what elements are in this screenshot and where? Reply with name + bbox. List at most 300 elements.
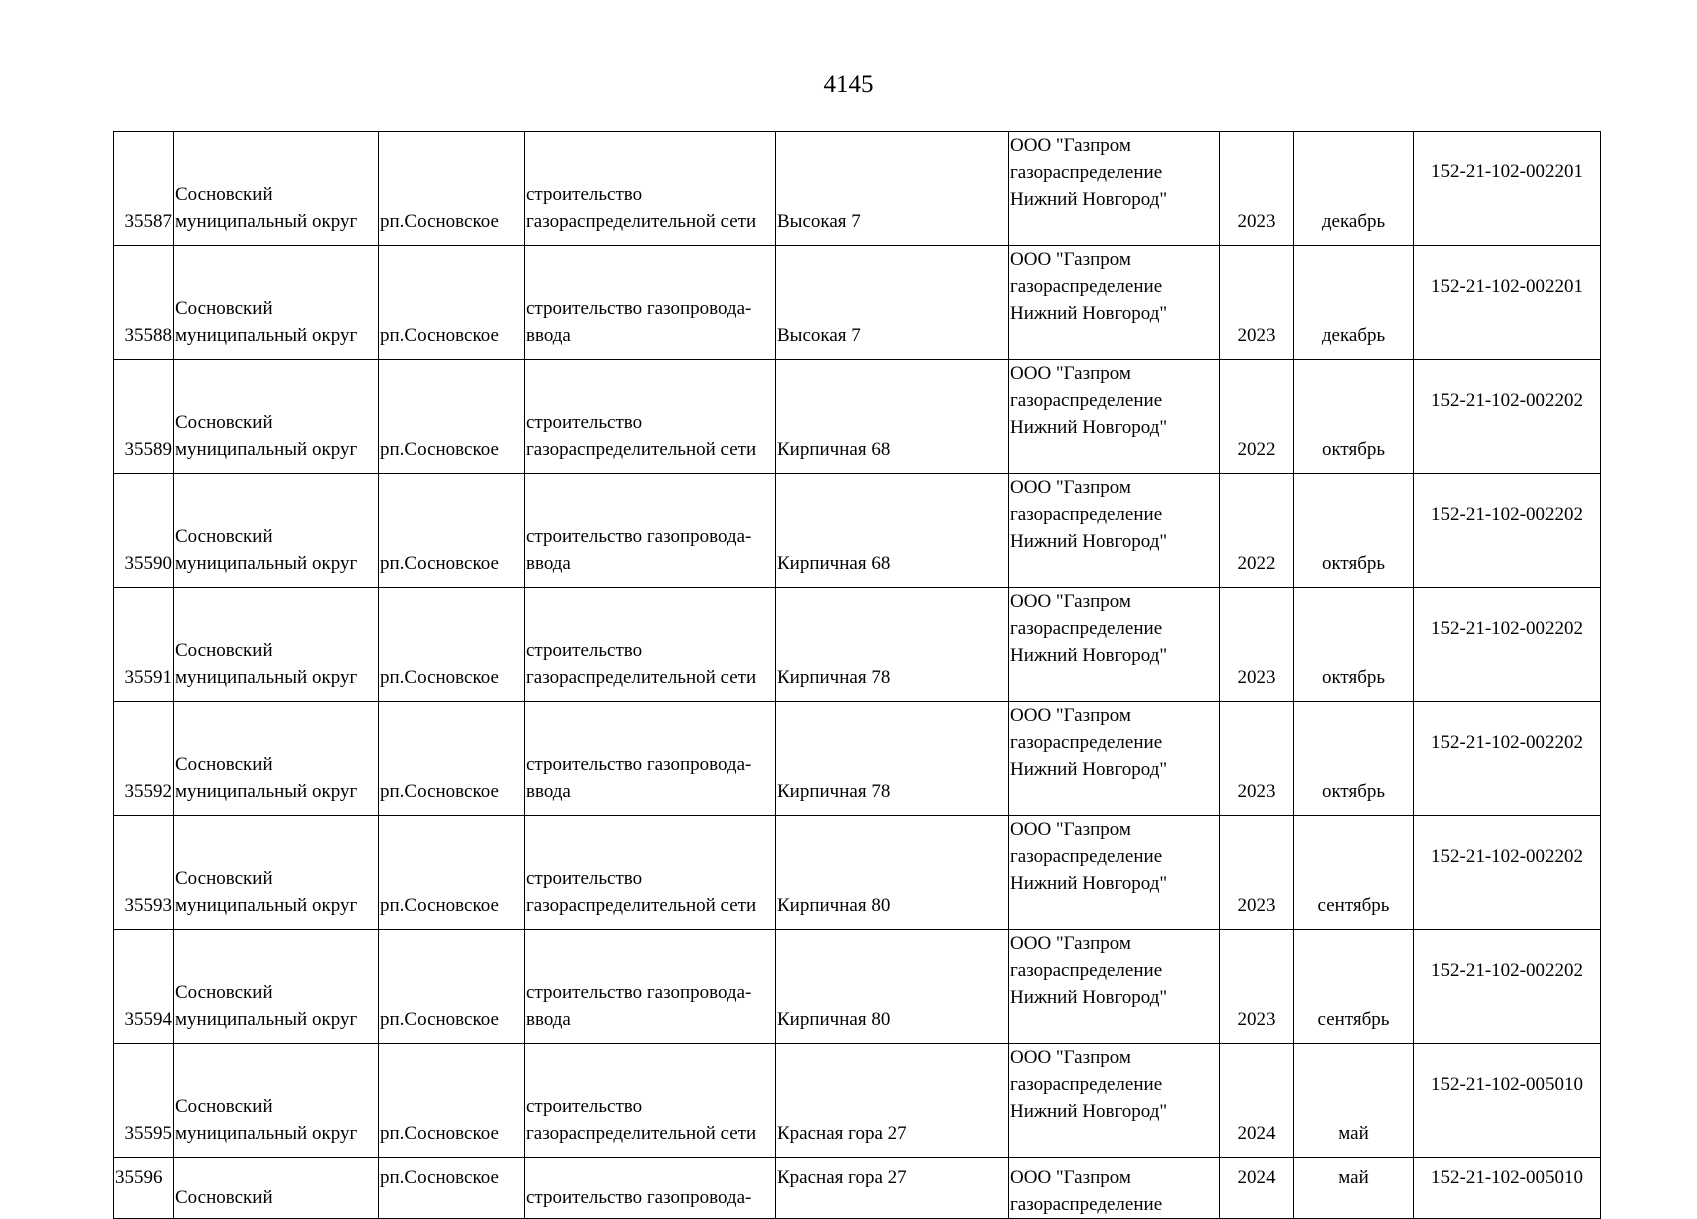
month-cell-line: май	[1338, 1167, 1369, 1188]
municipality-cell	[174, 246, 379, 360]
municipality-cell-line: Сосновский	[175, 412, 273, 433]
row-number-cell-text	[115, 892, 172, 919]
settlement-cell-text	[380, 664, 523, 701]
municipality-cell-line: муниципальный округ	[175, 553, 358, 574]
work-type-cell-line: строительство газопровода-	[526, 982, 752, 1003]
month-cell-line: сентябрь	[1317, 1009, 1390, 1030]
work-type-cell	[525, 246, 776, 360]
settlement-cell-text	[380, 436, 523, 473]
organization-cell-line: ООО "Газпром	[1010, 135, 1131, 156]
organization-cell-line: Нижний Новгород"	[1010, 987, 1168, 1008]
work-type-cell-line: ввода	[526, 1009, 571, 1030]
month-cell-text	[1295, 436, 1412, 473]
work-type-cell-text	[526, 979, 774, 1043]
year-cell	[1220, 360, 1294, 474]
registry-code-cell-line: 152-21-102-002202	[1431, 504, 1583, 525]
row-number-cell-line: 35587	[124, 211, 172, 232]
work-type-cell-line: газораспределительной сети	[526, 211, 757, 232]
settlement-cell	[379, 816, 525, 930]
work-type-cell-line: газораспределительной сети	[526, 895, 757, 916]
municipality-cell-line: Сосновский	[175, 982, 273, 1003]
settlement-cell	[379, 246, 525, 360]
registry-code-cell-line: 152-21-102-002201	[1431, 276, 1583, 297]
municipality-cell-line: муниципальный округ	[175, 667, 358, 688]
address-cell-line: Кирпичная 68	[777, 439, 891, 460]
row-number-cell-text	[115, 1158, 172, 1191]
organization-cell-line: ООО "Газпром	[1010, 249, 1131, 270]
row-number-cell	[114, 474, 174, 588]
municipality-cell-line: муниципальный округ	[175, 325, 358, 346]
address-cell-line: Кирпичная 80	[777, 1009, 891, 1030]
address-cell-text	[777, 892, 1007, 929]
work-type-cell	[525, 360, 776, 474]
organization-cell-line: ООО "Газпром	[1010, 363, 1131, 384]
work-type-cell	[525, 702, 776, 816]
work-type-cell-line: газораспределительной сети	[526, 1123, 757, 1144]
organization-cell	[1009, 360, 1220, 474]
organization-cell-line: газораспределение	[1010, 618, 1163, 639]
organization-cell-line: Нижний Новгород"	[1010, 189, 1168, 210]
year-cell	[1220, 474, 1294, 588]
year-cell	[1220, 132, 1294, 246]
year-cell	[1220, 702, 1294, 816]
row-number-cell-line: 35592	[124, 781, 172, 802]
year-cell-text	[1221, 208, 1292, 245]
municipality-cell-text	[175, 409, 377, 473]
settlement-cell-text	[380, 322, 523, 359]
year-cell-text	[1221, 664, 1292, 701]
organization-cell-line: Нижний Новгород"	[1010, 1101, 1168, 1122]
municipality-cell-text	[175, 1093, 377, 1157]
municipality-cell	[174, 816, 379, 930]
address-cell	[776, 474, 1009, 588]
settlement-cell-text	[380, 550, 523, 587]
year-cell-line: 2022	[1237, 439, 1276, 460]
registry-code-cell-text	[1415, 474, 1599, 528]
registry-table	[113, 131, 1601, 1219]
organization-cell-text	[1010, 588, 1218, 669]
month-cell	[1294, 474, 1414, 588]
work-type-cell-line: строительство	[526, 640, 643, 661]
year-cell-text	[1221, 322, 1292, 359]
municipality-cell-line: муниципальный округ	[175, 211, 358, 232]
municipality-cell-text	[175, 1158, 377, 1211]
registry-code-cell-line: 152-21-102-005010	[1431, 1167, 1583, 1188]
address-cell	[776, 930, 1009, 1044]
registry-table-body	[114, 132, 1601, 1219]
registry-code-cell-text	[1415, 1158, 1599, 1191]
organization-cell-line: газораспределение	[1010, 390, 1163, 411]
address-cell-line: Высокая 7	[777, 325, 861, 346]
registry-code-cell	[1414, 816, 1601, 930]
address-cell	[776, 816, 1009, 930]
month-cell-line: октябрь	[1321, 553, 1386, 574]
year-cell	[1220, 1158, 1294, 1219]
settlement-cell-text	[380, 208, 523, 245]
municipality-cell	[174, 360, 379, 474]
month-cell	[1294, 702, 1414, 816]
address-cell	[776, 132, 1009, 246]
year-cell-line: 2023	[1237, 667, 1276, 688]
settlement-cell-text	[380, 1158, 523, 1191]
row-number-cell-text	[115, 778, 172, 805]
registry-code-cell-text	[1415, 246, 1599, 300]
row-number-cell	[114, 246, 174, 360]
month-cell	[1294, 1044, 1414, 1158]
work-type-cell	[525, 474, 776, 588]
organization-cell-line: Нижний Новгород"	[1010, 759, 1168, 780]
registry-code-cell	[1414, 246, 1601, 360]
organization-cell-text	[1010, 132, 1218, 213]
address-cell-line: Кирпичная 68	[777, 553, 891, 574]
municipality-cell-text	[175, 295, 377, 359]
month-cell-line: декабрь	[1321, 211, 1386, 232]
row-number-cell-text	[115, 1120, 172, 1147]
row-number-cell	[114, 132, 174, 246]
municipality-cell	[174, 702, 379, 816]
municipality-cell-line: муниципальный округ	[175, 1123, 358, 1144]
work-type-cell	[525, 930, 776, 1044]
year-cell-text	[1221, 1120, 1292, 1157]
month-cell	[1294, 132, 1414, 246]
month-cell-text	[1295, 664, 1412, 701]
organization-cell-line: Нижний Новгород"	[1010, 531, 1168, 552]
municipality-cell-line: Сосновский	[175, 640, 273, 661]
work-type-cell	[525, 1158, 776, 1219]
municipality-cell-text	[175, 979, 377, 1043]
table-row	[114, 474, 1601, 588]
address-cell	[776, 1044, 1009, 1158]
organization-cell-text	[1010, 702, 1218, 783]
year-cell-line: 2023	[1237, 895, 1276, 916]
municipality-cell-line: муниципальный округ	[175, 895, 358, 916]
municipality-cell-text	[175, 181, 377, 245]
organization-cell-line: Нижний Новгород"	[1010, 645, 1168, 666]
address-cell-text	[777, 1006, 1007, 1043]
table-row	[114, 1158, 1601, 1219]
year-cell-line: 2024	[1237, 1167, 1276, 1188]
registry-code-cell-line: 152-21-102-002202	[1431, 846, 1583, 867]
settlement-cell	[379, 1044, 525, 1158]
work-type-cell-line: газораспределительной сети	[526, 667, 757, 688]
address-cell-text	[777, 322, 1007, 359]
work-type-cell-line: строительство газопровода-	[526, 298, 752, 319]
address-cell-line: Кирпичная 80	[777, 895, 891, 916]
organization-cell	[1009, 474, 1220, 588]
organization-cell-line: газораспределение	[1010, 1194, 1163, 1215]
table-row	[114, 930, 1601, 1044]
year-cell-line: 2023	[1237, 1009, 1276, 1030]
row-number-cell-line: 35595	[124, 1123, 172, 1144]
registry-code-cell-line: 152-21-102-002201	[1431, 161, 1583, 182]
month-cell-line: сентябрь	[1317, 895, 1390, 916]
row-number-cell-line: 35589	[124, 439, 172, 460]
organization-cell-line: ООО "Газпром	[1010, 1047, 1131, 1068]
registry-code-cell	[1414, 1158, 1601, 1219]
municipality-cell-line: Сосновский	[175, 754, 273, 775]
work-type-cell-text	[526, 751, 774, 815]
settlement-cell-line: рп.Сосновское	[380, 325, 499, 346]
registry-code-cell-line: 152-21-102-002202	[1431, 618, 1583, 639]
address-cell-text	[777, 436, 1007, 473]
organization-cell-line: газораспределение	[1010, 276, 1163, 297]
address-cell-line: Высокая 7	[777, 211, 861, 232]
work-type-cell-text	[526, 409, 774, 473]
municipality-cell	[174, 132, 379, 246]
registry-code-cell	[1414, 474, 1601, 588]
address-cell-text	[777, 1158, 1007, 1191]
row-number-cell-text	[115, 1006, 172, 1033]
row-number-cell	[114, 702, 174, 816]
month-cell-text	[1295, 1120, 1412, 1157]
registry-code-cell-text	[1415, 132, 1599, 185]
municipality-cell-text	[175, 865, 377, 929]
organization-cell-line: ООО "Газпром	[1010, 1167, 1131, 1188]
work-type-cell-line: газораспределительной сети	[526, 439, 757, 460]
table-row	[114, 702, 1601, 816]
year-cell-line: 2022	[1237, 553, 1276, 574]
registry-code-cell-text	[1415, 702, 1599, 756]
settlement-cell-line: рп.Сосновское	[380, 895, 499, 916]
organization-cell-line: ООО "Газпром	[1010, 477, 1131, 498]
address-cell-line: Красная гора 27	[777, 1167, 907, 1188]
municipality-cell-line: Сосновский	[175, 298, 273, 319]
municipality-cell	[174, 474, 379, 588]
year-cell-line: 2023	[1237, 325, 1276, 346]
organization-cell-text	[1010, 1044, 1218, 1125]
address-cell-line: Красная гора 27	[777, 1123, 907, 1144]
address-cell-text	[777, 778, 1007, 815]
month-cell-text	[1295, 550, 1412, 587]
year-cell-text	[1221, 778, 1292, 815]
registry-code-cell-line: 152-21-102-002202	[1431, 732, 1583, 753]
month-cell-text	[1295, 208, 1412, 245]
municipality-cell-line: Сосновский	[175, 868, 273, 889]
settlement-cell	[379, 360, 525, 474]
row-number-cell	[114, 1158, 174, 1219]
address-cell	[776, 360, 1009, 474]
work-type-cell-text	[526, 181, 774, 245]
municipality-cell-text	[175, 637, 377, 701]
address-cell-text	[777, 550, 1007, 587]
organization-cell-line: ООО "Газпром	[1010, 819, 1131, 840]
organization-cell	[1009, 1044, 1220, 1158]
month-cell-line: декабрь	[1321, 325, 1386, 346]
settlement-cell-line: рп.Сосновское	[380, 667, 499, 688]
settlement-cell	[379, 1158, 525, 1219]
organization-cell-line: газораспределение	[1010, 846, 1163, 867]
month-cell-line: октябрь	[1321, 439, 1386, 460]
month-cell	[1294, 588, 1414, 702]
month-cell	[1294, 816, 1414, 930]
organization-cell-line: Нижний Новгород"	[1010, 303, 1168, 324]
registry-code-cell-line: 152-21-102-002202	[1431, 960, 1583, 981]
organization-cell	[1009, 930, 1220, 1044]
organization-cell-line: Нижний Новгород"	[1010, 873, 1168, 894]
month-cell-line: май	[1338, 1123, 1369, 1144]
registry-code-cell-text	[1415, 930, 1599, 984]
year-cell-text	[1221, 892, 1292, 929]
organization-cell-line: газораспределение	[1010, 162, 1163, 183]
organization-cell	[1009, 1158, 1220, 1219]
month-cell-text	[1295, 322, 1412, 359]
row-number-cell-text	[115, 550, 172, 577]
settlement-cell-line: рп.Сосновское	[380, 211, 499, 232]
municipality-cell-line: муниципальный округ	[175, 1009, 358, 1030]
settlement-cell-line: рп.Сосновское	[380, 553, 499, 574]
work-type-cell-line: строительство	[526, 184, 643, 205]
settlement-cell	[379, 132, 525, 246]
month-cell	[1294, 246, 1414, 360]
table-row	[114, 360, 1601, 474]
table-row	[114, 588, 1601, 702]
organization-cell-text	[1010, 474, 1218, 555]
row-number-cell-line: 35591	[124, 667, 172, 688]
work-type-cell-text	[526, 1158, 774, 1211]
organization-cell	[1009, 588, 1220, 702]
registry-code-cell-text	[1415, 588, 1599, 642]
row-number-cell	[114, 816, 174, 930]
year-cell-line: 2024	[1237, 1123, 1276, 1144]
year-cell	[1220, 246, 1294, 360]
registry-code-cell	[1414, 360, 1601, 474]
work-type-cell-line: строительство	[526, 412, 643, 433]
year-cell	[1220, 1044, 1294, 1158]
organization-cell	[1009, 246, 1220, 360]
address-cell-line: Кирпичная 78	[777, 781, 891, 802]
month-cell	[1294, 930, 1414, 1044]
work-type-cell-line: ввода	[526, 781, 571, 802]
address-cell	[776, 246, 1009, 360]
month-cell-text	[1295, 778, 1412, 815]
organization-cell-text	[1010, 360, 1218, 441]
organization-cell-line: газораспределение	[1010, 1074, 1163, 1095]
organization-cell-text	[1010, 246, 1218, 327]
month-cell	[1294, 1158, 1414, 1219]
address-cell-text	[777, 1120, 1007, 1157]
address-cell-text	[777, 664, 1007, 701]
table-row	[114, 1044, 1601, 1158]
registry-code-cell	[1414, 588, 1601, 702]
row-number-cell-line: 35596	[115, 1167, 163, 1188]
year-cell	[1220, 816, 1294, 930]
organization-cell-line: газораспределение	[1010, 504, 1163, 525]
organization-cell-text	[1010, 816, 1218, 897]
settlement-cell-line: рп.Сосновское	[380, 1009, 499, 1030]
organization-cell	[1009, 702, 1220, 816]
table-row	[114, 246, 1601, 360]
municipality-cell-line: муниципальный округ	[175, 781, 358, 802]
municipality-cell-line: Сосновский	[175, 526, 273, 547]
page-number: 4145	[823, 71, 874, 98]
row-number-cell-text	[115, 664, 172, 691]
year-cell-text	[1221, 550, 1292, 587]
row-number-cell-line: 35593	[124, 895, 172, 916]
organization-cell	[1009, 132, 1220, 246]
settlement-cell-text	[380, 892, 523, 929]
year-cell	[1220, 588, 1294, 702]
address-cell	[776, 702, 1009, 816]
month-cell-text	[1295, 1006, 1412, 1043]
municipality-cell	[174, 1158, 379, 1219]
municipality-cell-text	[175, 523, 377, 587]
work-type-cell-text	[526, 1093, 774, 1157]
settlement-cell-line: рп.Сосновское	[380, 439, 499, 460]
registry-code-cell	[1414, 702, 1601, 816]
settlement-cell	[379, 474, 525, 588]
row-number-cell-text	[115, 322, 172, 349]
work-type-cell-line: строительство	[526, 1096, 643, 1117]
row-number-cell-text	[115, 208, 172, 235]
month-cell-text	[1295, 892, 1412, 929]
municipality-cell-line: муниципальный округ	[175, 439, 358, 460]
organization-cell-text	[1010, 1158, 1218, 1218]
row-number-cell-line: 35590	[124, 553, 172, 574]
settlement-cell-line: рп.Сосновское	[380, 1123, 499, 1144]
municipality-cell	[174, 588, 379, 702]
municipality-cell-line: Сосновский	[175, 1187, 273, 1208]
settlement-cell-line: рп.Сосновское	[380, 1167, 499, 1188]
registry-code-cell-text	[1415, 816, 1599, 870]
registry-code-cell	[1414, 132, 1601, 246]
work-type-cell-line: строительство газопровода-	[526, 1187, 752, 1208]
settlement-cell-text	[380, 778, 523, 815]
table-row	[114, 816, 1601, 930]
month-cell-text	[1295, 1158, 1412, 1191]
work-type-cell-text	[526, 865, 774, 929]
work-type-cell-text	[526, 295, 774, 359]
month-cell-line: октябрь	[1321, 667, 1386, 688]
work-type-cell	[525, 132, 776, 246]
work-type-cell	[525, 1044, 776, 1158]
registry-code-cell	[1414, 1044, 1601, 1158]
organization-cell-line: газораспределение	[1010, 732, 1163, 753]
registry-code-cell-line: 152-21-102-005010	[1431, 1074, 1583, 1095]
settlement-cell-text	[380, 1120, 523, 1157]
registry-code-cell	[1414, 930, 1601, 1044]
month-cell-line: октябрь	[1321, 781, 1386, 802]
municipality-cell-text	[175, 751, 377, 815]
work-type-cell-line: строительство газопровода-	[526, 526, 752, 547]
organization-cell	[1009, 816, 1220, 930]
year-cell-text	[1221, 1006, 1292, 1043]
address-cell-line: Кирпичная 78	[777, 667, 891, 688]
organization-cell-text	[1010, 930, 1218, 1011]
table-row	[114, 132, 1601, 246]
year-cell-text	[1221, 1158, 1292, 1191]
address-cell	[776, 588, 1009, 702]
work-type-cell-text	[526, 637, 774, 701]
row-number-cell-line: 35594	[124, 1009, 172, 1030]
work-type-cell-text	[526, 523, 774, 587]
row-number-cell-line: 35588	[124, 325, 172, 346]
address-cell-text	[777, 208, 1007, 245]
municipality-cell	[174, 930, 379, 1044]
work-type-cell-line: ввода	[526, 325, 571, 346]
settlement-cell	[379, 702, 525, 816]
organization-cell-line: газораспределение	[1010, 960, 1163, 981]
work-type-cell-line: строительство	[526, 868, 643, 889]
organization-cell-line: ООО "Газпром	[1010, 933, 1131, 954]
row-number-cell-text	[115, 436, 172, 463]
municipality-cell	[174, 1044, 379, 1158]
row-number-cell	[114, 360, 174, 474]
settlement-cell	[379, 930, 525, 1044]
settlement-cell-text	[380, 1006, 523, 1043]
work-type-cell	[525, 588, 776, 702]
row-number-cell	[114, 588, 174, 702]
registry-code-cell-text	[1415, 360, 1599, 414]
